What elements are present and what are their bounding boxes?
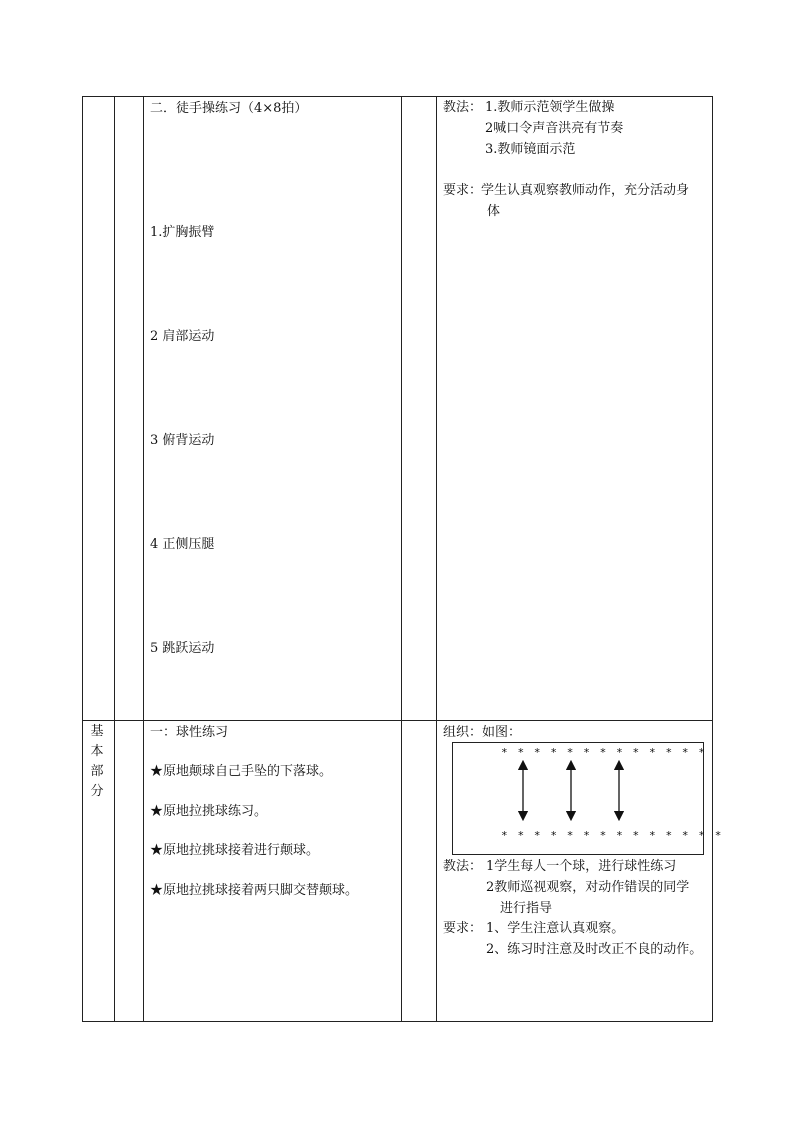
col-divider-2 [143,96,144,1022]
requirement-text: 学生认真观察教师动作，充分活动身 [481,183,690,198]
method-item: 2喊口令声音洪亮有节奏 [485,121,624,136]
exercise-3: 3 俯背运动 [150,433,215,448]
table-top-border [82,96,713,97]
requirement-item: 2、练习时注意及时改正不良的动作。 [486,942,703,957]
ball-practice-item: ★原地拉挑球接着进行颠球。 [150,843,320,858]
warmup-title: 二．徒手操练习（4×8拍） [150,101,308,116]
ball-practice-title: 一：球性练习 [150,725,229,740]
formation-top-row: * * * * * * * * * * * * * [501,746,707,759]
method-item-cont: 进行指导 [500,901,553,916]
table-bottom-border [82,1021,713,1022]
requirement-label: 要求： [443,921,483,936]
exercise-4: 4 正侧压腿 [150,537,215,552]
ball-practice-item: ★原地颠球自己手坠的下落球。 [150,764,333,779]
section-label-char: 分 [90,784,104,799]
formation-diagram [452,742,724,855]
col-divider-3 [401,96,402,1022]
method-item: 1学生每人一个球，进行球性练习 [486,859,677,874]
method-item: 1.教师示范领学生做操 [485,100,615,115]
ball-practice-item: ★原地拉挑球练习。 [150,804,268,819]
col-divider-1 [114,96,115,1022]
formation-bottom-row: * * * * * * * * * * * * * * [501,829,724,842]
section-label-char: 部 [90,764,104,779]
organization-label: 组织：如图： [443,725,522,740]
col-divider-4 [436,96,437,1022]
method-item: 2教师巡视观察，对动作错误的同学 [486,880,690,895]
section-label-char: 本 [90,744,104,759]
ball-practice-item: ★原地拉挑球接着两只脚交替颠球。 [150,883,359,898]
row-divider [82,720,713,721]
exercise-5: 5 跳跃运动 [150,641,215,656]
section-label-char: 基 [90,724,104,739]
exercise-2: 2 肩部运动 [150,329,215,344]
requirement-label: 要求： [443,183,483,198]
table-left-border [82,96,83,1022]
section-label [87,722,107,802]
method-item: 3.教师镜面示范 [485,142,576,157]
requirement-text-cont: 体 [487,204,501,219]
method-label: 教法： [443,100,483,115]
method-label: 教法： [443,859,483,874]
exercise-1: 1.扩胸振臂 [150,225,215,240]
table-right-border [712,96,713,1022]
requirement-item: 1、学生注意认真观察。 [486,921,625,936]
